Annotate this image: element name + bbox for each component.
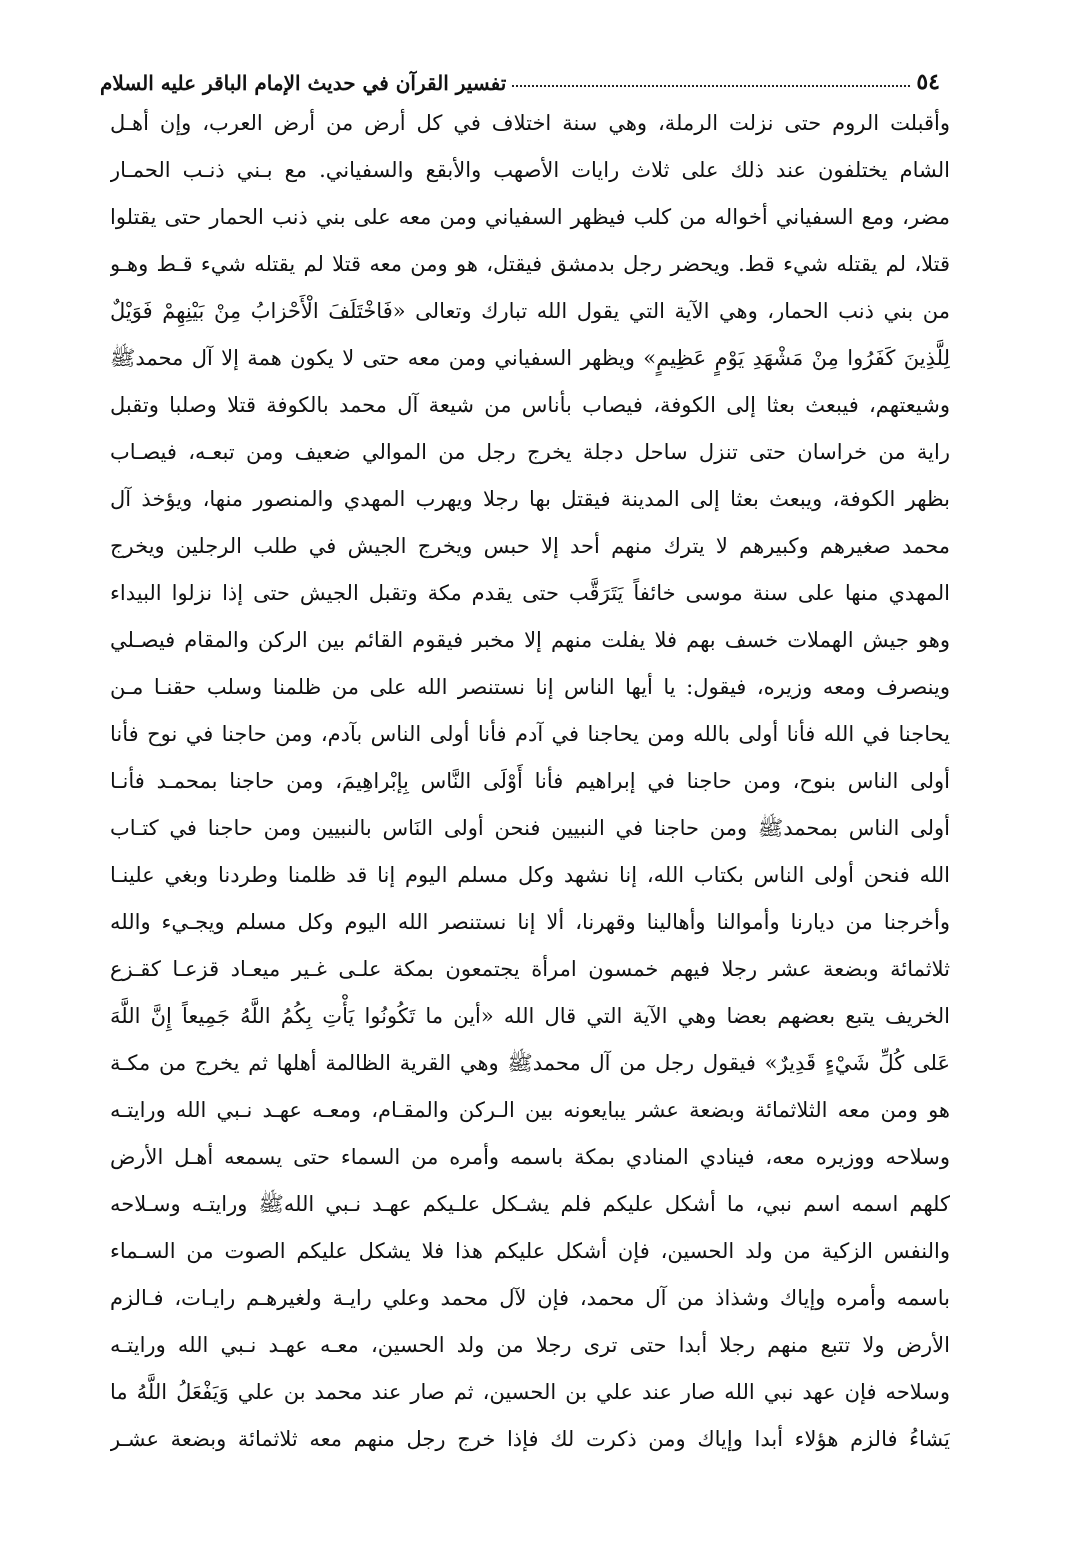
text-line: بظهر الكوفة، ويبعث بعثا إلى المدينة فيقتل بها رجلا ويهرب المهدي والمنصور منها، ويؤخذ آل [110, 487, 950, 511]
text-line: عَلى كُلِّ شَيْءٍ قَدِيرٌ» فيقول رجل من آل محمدﷺ وهي القرية الظالمة أهلها ثم يخرج من مكـة [110, 1051, 950, 1075]
header-dotted-leader [512, 85, 910, 87]
text-line: قتلا، لم يقتله شيء قط. ويحضر رجل بدمشق فيقتل، هو ومن معه قتلا لم يقتله شيء قـط وهـو [110, 252, 950, 276]
text-line: وسلاحه فإن عهد نبي الله صار عند علي بن الحسين، ثم صار عند محمد بن علي وَيَفْعَلُ اللَّهُ ما [110, 1380, 950, 1404]
text-line: أولى الناس بمحمدﷺ ومن حاجنا في النبيين فنحن أولى النَاس بالنبيين ومن حاجنا في كتـاب [110, 816, 950, 840]
text-line: المهدي منها على سنة موسى خائفاً يَتَرَقَّب حتى يقدم مكة وتقبل الجيش حتى إذا نزلوا البيداء [110, 581, 950, 605]
text-line: كلهم اسمه اسم نبي، ما أشكل عليكم فلم يشـكل علـيكم عهـد نـبي اللهﷺ ورايتـه وسـلاحه [110, 1192, 950, 1216]
text-line: والنفس الزكية من ولد الحسين، فإن أشكل عليكم هذا فلا يشكل عليكم الصوت من السـماء [110, 1239, 950, 1263]
text-line: هو ومن معه الثلاثمائة وبضعة عشر يبايعونه بين الـركن والمقـام، ومعـه عهـد نـبي الله ورايتـه [110, 1098, 950, 1122]
text-line: وأقبلت الروم حتى نزلت الرملة، وهي سنة اختلاف في كل أرض من أرض العرب، وإن أهـل [110, 111, 950, 135]
page-header [100, 55, 940, 95]
text-line: باسمه وأمره وإياك وشذاذ من آل محمد، فإن لآل محمد وعلي رايـة ولغيرهـم رايـات، فـالزم [110, 1286, 950, 1310]
text-line: محمد صغيرهم وكبيرهم لا يترك منهم أحد إلا حبس ويخرج الجيش في طلب الرجلين ويخرج [110, 534, 950, 558]
text-line: من بني ذنب الحمار، وهي الآية التي يقول الله تبارك وتعالى «فَاخْتَلَفَ الْأَحْزابُ مِنْ بَيْنِهِمْ فَوَيْلٌ [110, 299, 950, 323]
text-line: وسلاحه ووزيره معه، فينادي المنادي بمكة باسمه وأمره من السماء حتى يسمعه أهـل الأرض [110, 1145, 950, 1169]
text-line: أولى الناس بنوح، ومن حاجنا في إبراهيم فأنا أَوْلَى النَّاس بِإبْراهِيمَ، ومن حاجنا بمحمـد فأنـا [110, 769, 950, 793]
text-line: الخريف يتبع بعضهم بعضا وهي الآية التي قال الله «أين ما تَكُونُوا يَأْتِ بِكُمُ اللَّهُ جَمِيعاً إِنَّ اللَّهَ [110, 1004, 950, 1028]
body-text [110, 100, 950, 1463]
text-line: لِلَّذِينَ كَفَرُوا مِنْ مَشْهَدِ يَوْمٍ عَظِيمٍ» ويظهر السفياني ومن معه حتى لا يكون همة إلا آل محمدﷺ [110, 346, 950, 370]
text-line: الأرض ولا تتبع منهم رجلا أبدا حتى ترى رجلا من ولد الحسين، معـه عهـد نـبي الله ورايتـه [110, 1333, 950, 1357]
page-number: ٥٤ [916, 69, 940, 95]
running-title: تفسير القرآن في حديث الإمام الباقر عليه السلام [100, 71, 507, 95]
text-line: يحاجنا في الله فأنا أولى بالله ومن يحاجنا في آدم فأنا أولى الناس بآدم، ومن حاجنا في نوح فأنا [110, 722, 950, 746]
text-line: راية من خراسان حتى تنزل ساحل دجلة يخرج رجل من الموالي ضعيف ومن تبعـه، فيصـاب [110, 440, 950, 464]
text-line: وينصرف ومعه وزيره، فيقول: يا أيها الناس إنا نستنصر الله على من ظلمنا وسلب حقنـا مـن [110, 675, 950, 699]
text-line: وأخرجنا من ديارنا وأموالنا وأهالينا وقهرنا، ألا إنا نستنصر الله اليوم وكل مسلم ويجـيء والله [110, 910, 950, 934]
text-line: ثلاثمائة وبضعة عشر رجلا فيهم خمسون امرأة يجتمعون بمكة علـى غـير ميعـاد قزعـا كقـزع [110, 957, 950, 981]
text-line: وشيعتهم، فيبعث بعثا إلى الكوفة، فيصاب بأناس من شيعة آل محمد بالكوفة قتلا وصلبا وتقبل [110, 393, 950, 417]
text-line: الله فنحن أولى الناس بكتاب الله، إنا نشهد وكل مسلم اليوم إنا قد ظلمنا وطردنا وبغي علينـا [110, 863, 950, 887]
text-line: وهو جيش الهملات خسف بهم فلا يفلت منهم إلا مخبر فيقوم القائم بين الركن والمقام فيصـلي [110, 628, 950, 652]
text-line: يَشاءُ فالزم هؤلاء أبدا وإياك ومن ذكرت لك فإذا خرج رجل منهم معه ثلاثمائة وبضعة عشـر [110, 1427, 950, 1451]
text-line: مضر، ومع السفياني أخواله من كلب فيظهر السفياني ومن معه على بني ذنب الحمار حتى يقتلوا [110, 205, 950, 229]
text-line: الشام يختلفون عند ذلك على ثلاث رايات الأصهب والأبقع والسفياني. مع بـني ذنـب الحمـار [110, 158, 950, 182]
